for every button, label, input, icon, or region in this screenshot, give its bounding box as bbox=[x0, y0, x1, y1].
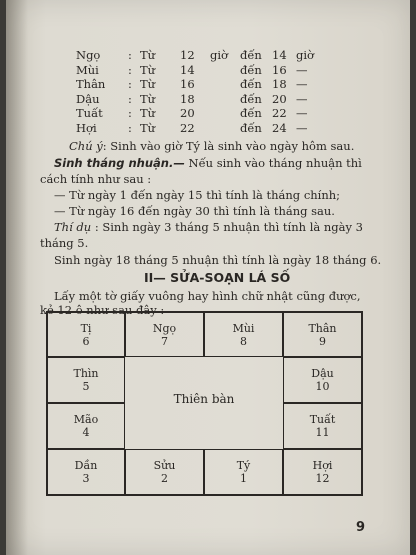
hour-name: Hợi bbox=[76, 120, 97, 135]
example-label: Thí dụ bbox=[54, 220, 92, 234]
hour-den: đến bbox=[240, 91, 262, 106]
hour-name: Tuất bbox=[76, 106, 103, 121]
horoscope-chart bbox=[46, 311, 363, 496]
hour-row bbox=[76, 77, 316, 92]
hour-tu: Từ bbox=[140, 48, 156, 62]
section-line2: kẻ 12 ô như sau đây : bbox=[40, 303, 165, 317]
hour-sep: : bbox=[128, 106, 132, 121]
page-gutter-shadow bbox=[6, 0, 28, 555]
hour-row bbox=[76, 63, 316, 78]
hour-name: Mùi bbox=[76, 62, 99, 77]
hour-row bbox=[76, 121, 316, 136]
chart-cell-number: 11 bbox=[315, 426, 330, 439]
hour-name: Ngọ bbox=[76, 48, 101, 62]
leap-bullet-2: — Từ ngày 16 đến ngày 30 thì tính là tháng sau. bbox=[54, 204, 335, 218]
note-text: : Sinh vào giờ Tý là sinh vào ngày hôm sau. bbox=[102, 139, 355, 153]
chart-cell-number: 2 bbox=[161, 472, 168, 485]
chart-cell-number: 8 bbox=[240, 334, 247, 348]
hour-to: 24 bbox=[272, 120, 287, 135]
chart-cell-name: Ngọ bbox=[152, 321, 177, 335]
hour-sep: : bbox=[128, 62, 132, 77]
hour-end: — bbox=[296, 106, 308, 121]
chart-cell bbox=[47, 403, 125, 449]
chart-cell-name: Sửu bbox=[153, 459, 176, 472]
chart-cell-number: 7 bbox=[161, 334, 168, 348]
hour-name: Dậu bbox=[76, 91, 100, 106]
leap-line2: cách tính như sau : bbox=[40, 172, 152, 186]
hour-gio bbox=[210, 63, 240, 78]
hour-end: — bbox=[296, 91, 308, 106]
leap-line1: Nếu sinh vào tháng nhuận thì bbox=[184, 156, 362, 170]
hour-name: Thân bbox=[76, 77, 106, 92]
chart-cell bbox=[283, 403, 362, 449]
book-page bbox=[6, 0, 410, 555]
hour-end: giờ bbox=[296, 48, 314, 62]
leap-heading: Sinh tháng nhuận.— bbox=[54, 156, 185, 170]
hour-gio: giờ bbox=[210, 48, 228, 62]
hour-tu: Từ bbox=[140, 120, 156, 135]
hour-end: — bbox=[296, 62, 308, 77]
note-line bbox=[69, 139, 354, 153]
chart-cell-number: 4 bbox=[82, 426, 90, 439]
chart-cell-number: 12 bbox=[315, 472, 330, 485]
chart-cell bbox=[204, 449, 283, 495]
section-line1: Lấy một tờ giấy vuông hay hình chữ nhật cũng được, bbox=[54, 289, 361, 303]
chart-cell-name: Tị bbox=[80, 321, 92, 335]
chart-cell-name: Hợi bbox=[312, 459, 333, 472]
chart-cell-number: 1 bbox=[240, 472, 247, 485]
chart-cell-number: 6 bbox=[82, 334, 90, 348]
hour-sep: : bbox=[128, 77, 132, 92]
chart-cell bbox=[283, 312, 362, 357]
chart-cell-name: Tý bbox=[236, 459, 251, 472]
chart-cell-name: Dần bbox=[74, 459, 98, 472]
chart-cell-name: Mùi bbox=[232, 321, 255, 335]
chart-cell bbox=[125, 449, 204, 495]
hour-gio bbox=[210, 92, 240, 107]
hour-to: 14 bbox=[272, 48, 287, 62]
hour-den: đến bbox=[240, 106, 262, 121]
chart-cell bbox=[204, 312, 283, 357]
hour-sep: : bbox=[128, 48, 132, 62]
hour-den: đến bbox=[240, 48, 262, 62]
chart-cell-name: Thìn bbox=[73, 367, 99, 380]
hour-from: 12 bbox=[180, 48, 195, 62]
hour-end: — bbox=[296, 77, 308, 92]
hour-den: đến bbox=[240, 120, 262, 135]
chart-cell bbox=[283, 449, 362, 495]
hour-row bbox=[76, 106, 316, 121]
hour-to: 16 bbox=[272, 62, 287, 77]
hour-gio bbox=[210, 77, 240, 92]
hour-gio bbox=[210, 106, 240, 121]
leap-heading-line bbox=[54, 156, 362, 170]
chart-cell-number: 10 bbox=[315, 380, 330, 393]
section-title: II— SỬA-SOẠN LÁ SỐ bbox=[144, 270, 291, 285]
hour-sep: : bbox=[128, 120, 132, 135]
hour-tu: Từ bbox=[140, 77, 156, 92]
hour-tu: Từ bbox=[140, 91, 156, 106]
hour-from: 16 bbox=[180, 77, 195, 92]
hour-tu: Từ bbox=[140, 62, 156, 77]
example-line3: Sinh ngày 18 tháng 5 nhuận thì tính là ngày 18 tháng 6. bbox=[54, 253, 382, 267]
hour-from: 14 bbox=[180, 62, 195, 77]
hour-table bbox=[76, 48, 316, 136]
chart-cell bbox=[125, 312, 204, 357]
hour-to: 18 bbox=[272, 77, 287, 92]
page-number: 9 bbox=[356, 520, 366, 535]
chart-cell-name: Thân bbox=[308, 321, 337, 335]
hour-from: 20 bbox=[180, 106, 195, 121]
hour-from: 18 bbox=[180, 91, 195, 106]
chart-cell-name: Mão bbox=[73, 413, 99, 426]
example-text1: : Sinh ngày 3 tháng 5 nhuận thì tính là ngày 3 bbox=[91, 220, 363, 234]
hour-row bbox=[76, 92, 316, 107]
chart-cell bbox=[47, 449, 125, 495]
note-label: Chú ý bbox=[69, 139, 103, 153]
hour-den: đến bbox=[240, 77, 262, 92]
chart-cell bbox=[283, 357, 362, 403]
chart-cell-number: 3 bbox=[82, 472, 90, 485]
hour-end: — bbox=[296, 120, 308, 135]
chart-cell bbox=[47, 357, 125, 403]
hour-tu: Từ bbox=[140, 106, 156, 121]
chart-center-label: Thiên bàn bbox=[173, 392, 235, 406]
example-line2: tháng 5. bbox=[40, 236, 89, 250]
hour-sep: : bbox=[128, 91, 132, 106]
hour-to: 22 bbox=[272, 106, 287, 121]
chart-cell-name: Dậu bbox=[311, 367, 334, 380]
leap-bullet-1: — Từ ngày 1 đến ngày 15 thì tính là tháng chính; bbox=[54, 188, 341, 202]
hour-den: đến bbox=[240, 62, 262, 77]
chart-cell-number: 5 bbox=[82, 380, 90, 393]
chart-cell-name: Tuất bbox=[309, 413, 336, 426]
example-line1 bbox=[54, 220, 363, 234]
hour-gio bbox=[210, 121, 240, 136]
hour-from: 22 bbox=[180, 120, 195, 135]
hour-row bbox=[76, 48, 316, 63]
chart-cell-number: 9 bbox=[319, 334, 326, 348]
hour-to: 20 bbox=[272, 91, 287, 106]
chart-cell bbox=[47, 312, 125, 357]
